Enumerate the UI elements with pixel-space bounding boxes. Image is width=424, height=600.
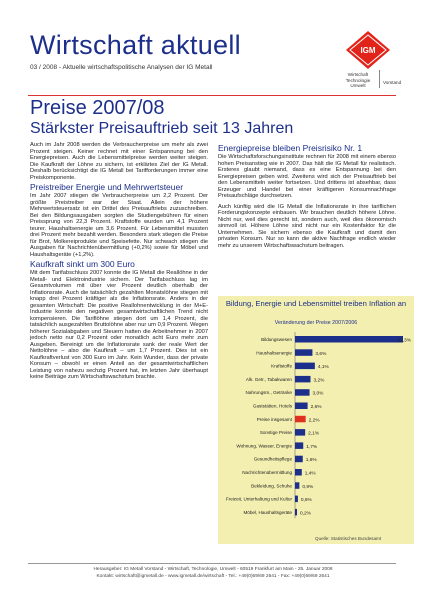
logo-divider: [379, 70, 380, 88]
value-label: 1,4%: [304, 471, 316, 477]
bar: [295, 482, 299, 489]
chart-subtitle: Veränderung der Preise 2007/2006: [274, 320, 358, 326]
category-label: Bekleidung, Schuhe: [251, 483, 292, 489]
intro-paragraph: Auch im Jahr 2008 werden die Verbraucherpreise um mehr als zwei Prozent steigen. Keiner rechnet mit einer Entspannung bei den Energiepreisen. Auch die Lebensmittelpreise werden weiter steigen. Die Kaufkraft der Löhne zu sichern, ist erklärtes Ziel der IG Metall. Deshalb berücksichtigt die IG Metall bei Tarifforderungen immer eine Preiskomponente.: [30, 142, 208, 181]
inflation-chart: [218, 296, 414, 544]
bar: [295, 376, 310, 383]
value-label: 0,9%: [302, 484, 314, 490]
category-label: Nahrungsm., Getränke: [245, 390, 292, 396]
chart-plot: [218, 296, 414, 544]
masthead-subtitle: 03 / 2008 - Aktuelle wirtschaftspolitische Analysen der IG Metall: [30, 64, 213, 71]
article-title: Preise 2007/08: [30, 97, 165, 119]
value-label: 1,6%: [305, 458, 317, 464]
bar: [295, 416, 306, 423]
category-label: Möbel, Haushaltsgeräte: [243, 509, 292, 515]
left-column: [30, 142, 208, 382]
article-subtitle: Stärkster Preisauftrieb seit 13 Jahren: [30, 120, 294, 137]
paragraph-energy-vat: Im Jahr 2007 stiegen die Verbraucherpreise um 2,2 Prozent. Der größte Preistreiber war der Staat. Allein der höhere Mehrwertsteuersatz ist ein Drittel des Preisauftriebs zuzuschreiben. Bei den Bildungsausgaben sorgten die Studiengebühren für einen Preissprung von 22,3 Prozent. Kraftstoffe wurden um 4,1 Prozent teurer. Haushaltsenergie um 3,6 Prozent. Für Lebensmittel mussten drei Prozent mehr bezahlt werden. Besonders stark stiegen die Preise für Brot, Molkereiprodukte und Speisefette. Nur schwach stiegen die Ausgaben für Nachrichtenübermittlung (+0,2%) sowie für Möbel und Haushaltsgeräte (+1,2%).: [30, 193, 208, 258]
ig-metall-logo: [344, 30, 392, 70]
value-label: 3,0%: [312, 391, 324, 397]
bar: [295, 336, 403, 343]
paragraph-energy-risk: Die Wirtschaftsforschungsinstitute rechnen für 2008 mit einem ebenso hohen Preisanstieg wie in 2007. Das hält die IG Metall für realistisch. Ersteres glaubt niemand, dass es eine Entspannung bei den Energiepreisen geben wird. Zweitens wird sich der Preisauftrieb bei den Lebensmitteln weiter fortsetzen. Und drittens ist absehbar, dass Erzeuger und Handel bei einer kräftigeren Konsumnachfrage Preisaufschläge durchsetzen.: [218, 154, 396, 199]
category-label: Gaststätten, Hotels: [252, 403, 292, 409]
footer: [30, 566, 396, 580]
category-label: Preise insgesamt: [256, 416, 292, 422]
category-label: Alk. Getr., Tabakwaren: [245, 376, 292, 382]
category-label: Nachrichtenübermittlung: [242, 470, 292, 475]
category-label: Haushaltsenergie: [256, 350, 292, 356]
bar: [295, 456, 303, 463]
category-label: Kraftstoffe: [271, 363, 292, 369]
bar: [295, 469, 302, 476]
value-label: 2,2%: [308, 418, 320, 424]
paragraph-wage-policy: Auch künftig wird die IG Metall die Inflationsrate in ihre tariflichen Forderungskonzepte einbauen. Wir brauchen deutlich höhere Löhne. Nicht nur, weil dies gerecht ist, sondern auch, weil dies ökonomisch sinnvoll ist. Höhere Löhne sind nicht nur ein Kostenfaktor für die Unternehmen. Sie sichern ebenso die Kaufkraft und damit den privaten Konsum. Nur so kann die aktive Nachfrage endlich wieder mehr zu unserem Wirtschaftswachstum beitragen.: [218, 203, 396, 249]
section-heading-energy-vat: Preistreiber Energie und Mehrwertsteuer: [30, 182, 184, 192]
chart-title: Bildung, Energie und Lebensmittel treiben Inflation an: [225, 299, 407, 308]
chart-source: Quelle: Statistisches Bundesamt: [315, 536, 382, 541]
bar: [295, 389, 310, 396]
header-rule: [28, 95, 396, 96]
category-label: Sonstige Preise: [259, 430, 292, 436]
footer-rule: [28, 563, 396, 564]
category-label: Bildungswesen: [261, 337, 292, 342]
masthead: [30, 30, 370, 71]
category-label: Freizeit, Unterhaltung und Kultur: [225, 496, 292, 502]
category-label: Wohnung, Wasser, Energie: [236, 443, 292, 449]
value-label: 4,1%: [317, 365, 329, 371]
category-label: Gesundheitspflege: [253, 456, 292, 462]
bar: [295, 403, 308, 410]
logo-letters: IGM: [360, 46, 376, 55]
section-heading-purchasing-power: Kaufkraft sinkt um 300 Euro: [30, 259, 135, 269]
bar: [295, 349, 312, 356]
footer-contact: Kontakt: wirtschaft@igmetall.de - www.igmetall.de/wirtschaft - Tel.: +49(0)69/69 2641 - Fax: +49(0)69/69 2641: [96, 574, 330, 579]
board-label: Vorstand: [383, 80, 402, 85]
value-label: 3,2%: [313, 378, 325, 384]
right-column: [218, 142, 396, 250]
bar: [295, 363, 315, 370]
footer-publisher: Herausgeber: IG Metall Vorstand - Wirtschaft, Technologie, Umwelt - 60519 Frankfurt am Main - 25. Januar 2008: [93, 567, 333, 572]
value-label: 22,3%: [397, 338, 411, 344]
value-label: 0,2%: [300, 511, 311, 517]
value-label: 2,1%: [308, 431, 320, 437]
value-label: 0,6%: [300, 498, 312, 504]
value-label: 2,6%: [310, 405, 322, 410]
value-label: 3,6%: [315, 351, 327, 357]
masthead-title: Wirtschaft aktuell: [30, 30, 241, 60]
value-label: 1,7%: [306, 444, 318, 450]
section-heading-energy-risk: Energiepreise bleiben Preisrisiko Nr. 1: [218, 143, 363, 153]
paragraph-purchasing-power: Mit dem Tarifabschluss 2007 konnte die IG Metall die Reallöhne in der Metall- und Elektroindustrie sichern. Der Tarifabschluss lag im Gesamtvolumen mit über vier Prozent deutlich oberhalb der Inflationsrate. Auch die tatsächlich gezahlten Monatslöhne stiegen mit knapp drei Prozent kräftiger als die Inflationsrate. Anders in der gesamten Wirtschaft: Die positive Reallohnentwicklung in der M+E-Industrie konnte den negativen gesamtwirtschaftlichen Trend nicht kompensieren. Die Tariflöhne stiegen dort um 1,4 Prozent, die tatsächlich ausgezahlten Bruttolöhne aber nur um 0,9 Prozent. Wegen höherer Sozialabgaben und Steuern hatten die Arbeitnehmer in 2007 jedoch netto nur 0,2 Prozent oder monatlich acht Euro mehr zum Ausgeben. Bereinigt um die Inflationsrate sank der reale Wert der Nettolöhne – also die Kaufkraft – um 1,7 Prozent. Dies ist ein Kaufkraftverlust von 300 Euro im Jahr. Kein Wunder, dass der private Konsum – obwohl er einen Anteil an der gesamtwirtschaftlichen Leistung von nahezu sechzig Prozent hat, im letzten Jahr überhaupt keine Beiträge zum Wirtschaftswachstum brachte.: [30, 270, 208, 380]
bar: [295, 429, 305, 436]
department-label: Wirtschaft Technologie Umwelt: [345, 72, 371, 89]
bar: [295, 496, 298, 503]
bar: [295, 509, 297, 516]
bar: [295, 442, 303, 449]
